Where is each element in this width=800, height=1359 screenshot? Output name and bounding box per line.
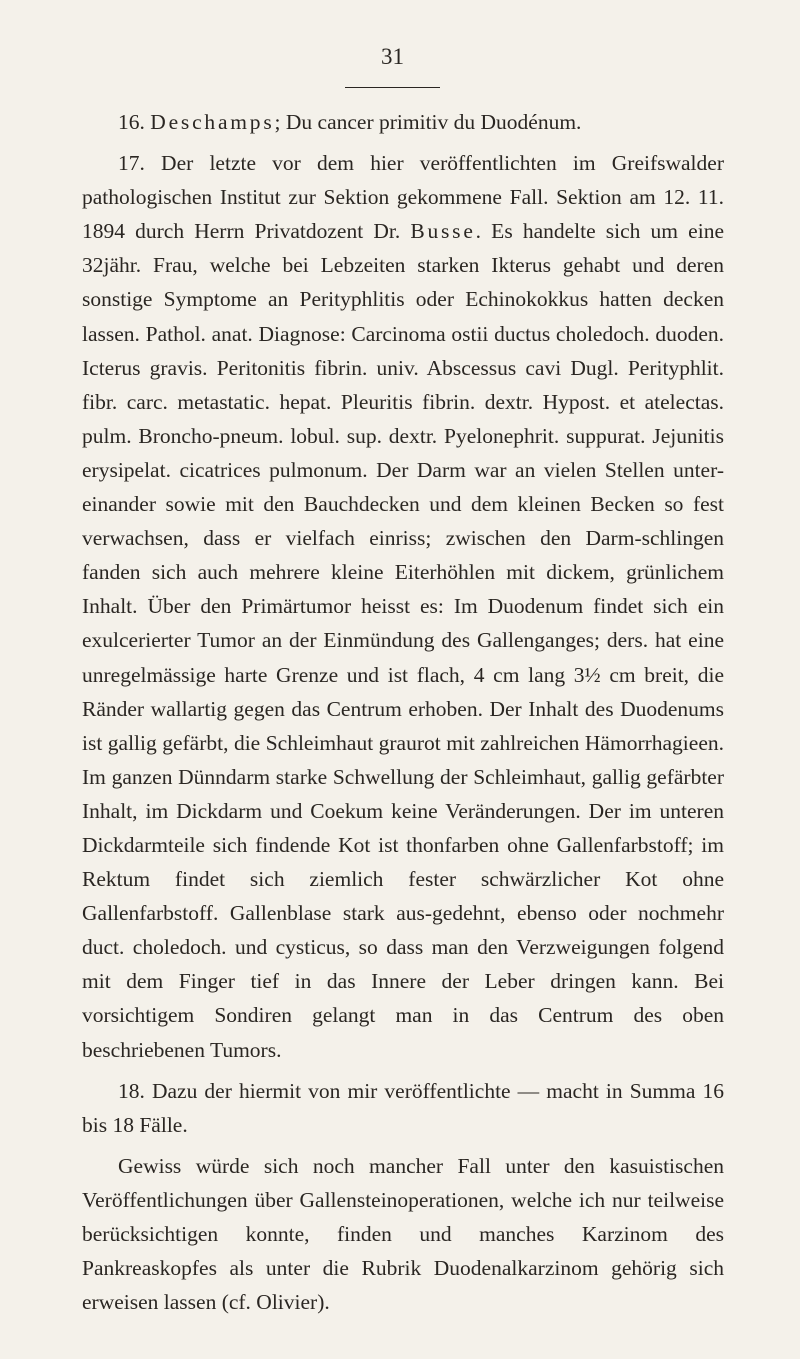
header-rule	[345, 87, 440, 88]
author-deschamps: Deschamps	[150, 110, 275, 134]
body-text	[82, 105, 724, 1319]
paragraph-17-text: . Es handelte sich um eine 32jähr. Frau, welche bei Lebzeiten starken Ikterus gehabt und deren sonstige Symptome an Perityphlitis oder Echinokokkus hatten decken lassen. Pathol. anat. Diagnose: Carcinoma ostii ductus choledoch. duoden. Icterus gravis. Peritonitis fibrin. univ. Abscessus cavi Dugl. Perityphlit. fibr. carc. metastatic. hepat. Pleuritis fibrin. dextr. Hypost. et atelectas. pulm. Broncho-pneum. lobul. sup. dextr. Pyelonephrit. suppurat. Jejunitis erysipelat. cicatrices pulmonum. Der Darm war an vielen Stellen unter-einander sowie mit den Bauchdecken und dem kleinen Becken so fest verwachsen, dass er vielfach einriss; zwischen den Darm-schlingen fanden sich auch mehrere kleine Eiterhöhlen mit dickem, grünlichem Inhalt. Über den Primärtumor heisst es: Im Duodenum findet sich ein exulcerierter Tumor an der Einmündung des Gallenganges; ders. hat eine unregelmässige harte Grenze und ist flach, 4 cm lang 3½ cm breit, die Ränder wallartig gegen das Centrum erhoben. Der Inhalt des Duodenums ist gallig gefärbt, die Schleimhaut graurot mit zahlreichen Hämorrhagieen. Im ganzen Dünndarm starke Schwellung der Schleimhaut, gallig gefärbter Inhalt, im Dickdarm und Coekum keine Veränderungen. Der im unteren Dickdarmteile sich findende Kot ist thonfarben ohne Gallenfarbstoff; im Rektum findet sich ziemlich fester schwärzlicher Kot ohne Gallenfarbstoff. Gallenblase stark aus-gedehnt, ebenso oder nochmehr duct. choledoch. und cysticus, so dass man den Verzweigungen folgend mit dem Finger tief in das Innere der Leber dringen kann. Bei vorsichtigem Sondiren gelangt man in das Centrum des oben beschriebenen Tumors.	[82, 219, 724, 1062]
paragraph-conclusion-text: Gewiss würde sich noch mancher Fall unter den kasuistischen Veröffentlichungen über Gallensteinoperationen, welche ich nur teilweise berücksichtigen konnte, finden und manches Karzinom des Pankreaskopfes als unter die Rubrik Duodenalkarzinom gehörig sich erweisen lassen (cf. Olivier).	[82, 1153, 724, 1315]
paragraph-18-text: 18. Dazu der hiermit von mir veröffentlichte — macht in Summa 16 bis 18 Fälle.	[82, 1078, 724, 1137]
paragraph-18	[82, 1074, 724, 1142]
paragraph-17-lead: 17. Der letzte vor dem hier veröffentlichten im Greifswalder pathologischen Institut zur Sektion gekommene Fall. Sektion am 12. 11. 1894 durch Herrn Privatdozent Dr.	[82, 151, 724, 244]
author-busse: Busse	[410, 219, 476, 244]
paragraph-16	[82, 105, 724, 139]
page-number: 31	[381, 44, 404, 69]
paragraph-conclusion	[82, 1149, 724, 1319]
paragraph-16-lead: 16.	[118, 110, 151, 134]
paragraph-17	[82, 146, 724, 1067]
paragraph-16-text: ; Du cancer primitiv du Duodénum.	[274, 110, 582, 134]
